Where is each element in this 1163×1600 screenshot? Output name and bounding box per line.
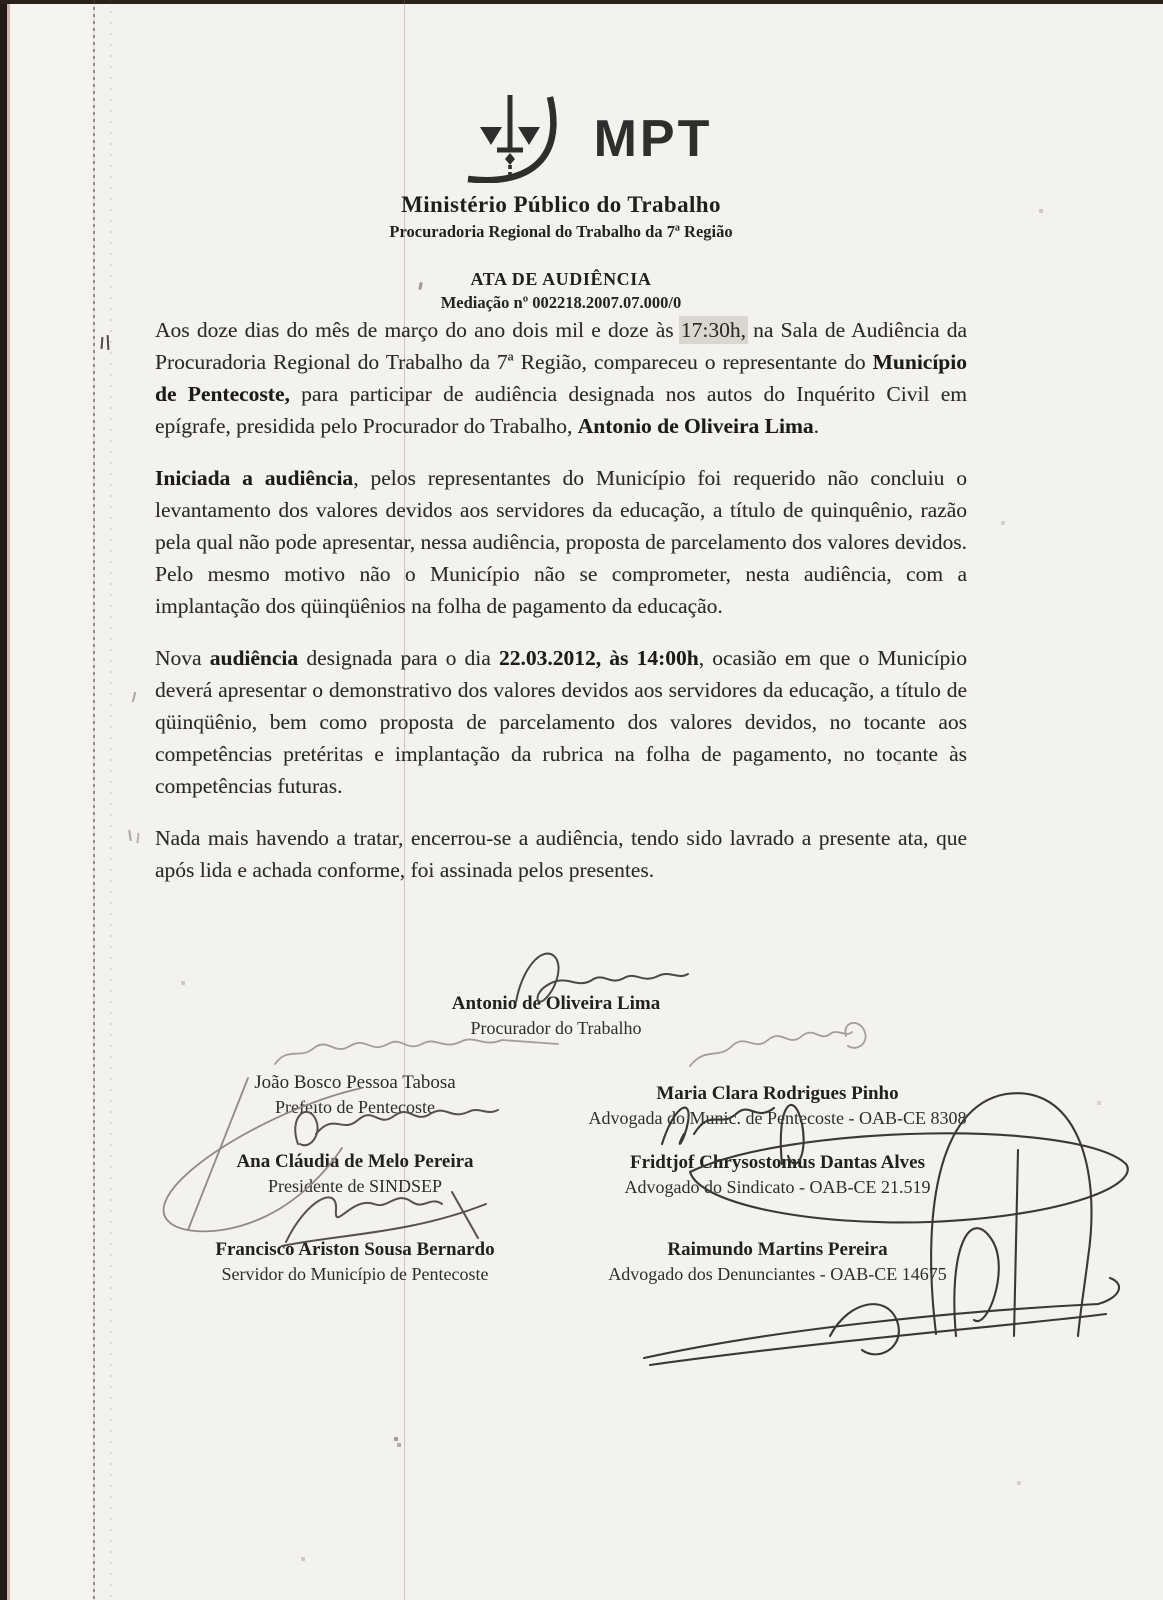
signatory-role: Servidor do Município de Pentecoste <box>221 1264 489 1284</box>
margin-ink-mark <box>101 337 104 349</box>
paragraph-4 <box>155 822 967 886</box>
sword-and-arc-icon <box>438 89 588 183</box>
mpt-logo <box>169 88 981 184</box>
org-name: Ministério Público do Trabalho <box>401 192 721 217</box>
municipality-name: Município de Pentecoste, <box>155 350 967 406</box>
signatory-name: Ana Cláudia de Melo Pereira <box>236 1151 474 1172</box>
scanner-streak-line-2 <box>110 0 112 1600</box>
signature-block-sindsep <box>150 1151 560 1197</box>
signature-block-advogada-municipio <box>555 1083 1000 1129</box>
procurador-name-inline: Antonio de Oliveira Lima <box>577 414 814 438</box>
p1-text: para participar de audiência designada nos autos do Inquérito Civil em epígrafe, presidida pelo Procurador do Trabalho, <box>155 382 967 438</box>
signature-bottom-swoosh <box>644 1278 1119 1365</box>
p1-text: . <box>813 414 820 438</box>
p4-text: Nada mais havendo a tratar, encerrou-se a audiência, tendo sido lavrado a presente ata, que após lida e achada conforme, foi assinada pelos presentes. <box>155 826 967 882</box>
signature-block-prefeito <box>150 1072 560 1118</box>
signature-block-advogado-denunciantes <box>555 1239 1000 1285</box>
signatory-name: João Bosco Pessoa Tabosa <box>254 1072 456 1093</box>
signature-joao-bosco-autograph <box>275 1039 558 1064</box>
signatory-role: Advogado dos Denunciantes - OAB-CE 14675 <box>608 1264 947 1284</box>
signatory-name: Antonio de Oliveira Lima <box>451 993 661 1014</box>
signature-block-advogado-sindicato <box>555 1152 1000 1198</box>
scan-left-edge <box>0 0 7 1600</box>
signatory-role: Procurador do Trabalho <box>470 1018 642 1038</box>
scan-top-edge <box>0 0 1163 4</box>
signature-francisco-autograph <box>282 1192 486 1246</box>
signatory-name: Fridtjof Chrysostomus Dantas Alves <box>629 1152 926 1173</box>
document-body <box>155 314 967 906</box>
signatory-role: Advogada do Munic. de Pentecoste - OAB-CE 8308 <box>588 1108 967 1128</box>
document-number: Mediação nº 002218.2007.07.000/0 <box>440 293 682 312</box>
signature-block-servidor <box>150 1239 560 1285</box>
p2-text: , pelos representantes do Município foi requerido não concluiu o levantamento dos valores devidos aos servidores da educação, a título de quinquênio, razão pela qual não pode apresentar, nessa audiência, proposta de parcelamento dos valores devidos. Pelo mesmo motivo não o Município não se comprometer, nesta audiência, com a implantação dos qüinqüênios na folha de pagamento da educação. <box>155 466 967 618</box>
p1-text: Aos doze dias do mês de março do ano dois mil e doze às <box>155 318 681 342</box>
hearing-date: 22.03.2012, às 14:00h <box>498 646 699 670</box>
logo-text: MPT <box>593 110 713 168</box>
p1-text: na Sala de Audiência da Procuradoria Regional do Trabalho da 7ª Região, compareceu o representante do <box>155 318 967 374</box>
paper-speckles <box>0 0 2 2</box>
signature-right-arch <box>931 1093 1091 1336</box>
margin-ink-mark <box>107 335 110 350</box>
margin-ink-mark <box>136 833 139 843</box>
p3-text: , ocasião em que o Município deverá apresentar o demonstrativo dos valores devidos aos servidores da educação, a título de qüinqüênio, bem como proposta de parcelamento dos valores devidos, no tocante aos competências pretéritas e implantação da rubrica na folha de pagamento, no tocante às competências futuras. <box>155 646 968 798</box>
signature-raimundo-autograph <box>830 1304 899 1354</box>
document-title: ATA DE AUDIÊNCIA <box>470 269 652 289</box>
margin-ink-mark <box>132 692 136 702</box>
p3-bold: audiência <box>209 646 299 670</box>
paragraph-3 <box>155 642 967 802</box>
paragraph-2 <box>155 462 967 622</box>
scan-left-edge-soft <box>7 0 10 1600</box>
p3-text: designada para o dia <box>298 646 499 670</box>
signatory-role: Advogado do Sindicato - OAB-CE 21.519 <box>624 1177 931 1197</box>
letterhead <box>155 88 967 313</box>
highlighted-time: 17:30h, <box>680 318 746 342</box>
paragraph-1 <box>155 314 967 442</box>
p3-text: Nova <box>155 646 210 670</box>
signatory-name: Raimundo Martins Pereira <box>667 1239 888 1260</box>
signatory-name: Maria Clara Rodrigues Pinho <box>656 1083 899 1104</box>
margin-ink-mark <box>128 830 132 841</box>
signatory-name: Francisco Ariston Sousa Bernardo <box>215 1239 495 1260</box>
signatory-role: Presidente de SINDSEP <box>268 1176 442 1196</box>
signature-block-procurador <box>150 993 962 1039</box>
signatory-role: Prefeito de Pentecoste <box>275 1097 435 1117</box>
p2-lead-bold: Iniciada a audiência <box>155 466 354 490</box>
org-subtitle: Procuradoria Regional do Trabalho da 7ª Região <box>389 222 733 241</box>
scanner-streak-line <box>93 0 95 1600</box>
